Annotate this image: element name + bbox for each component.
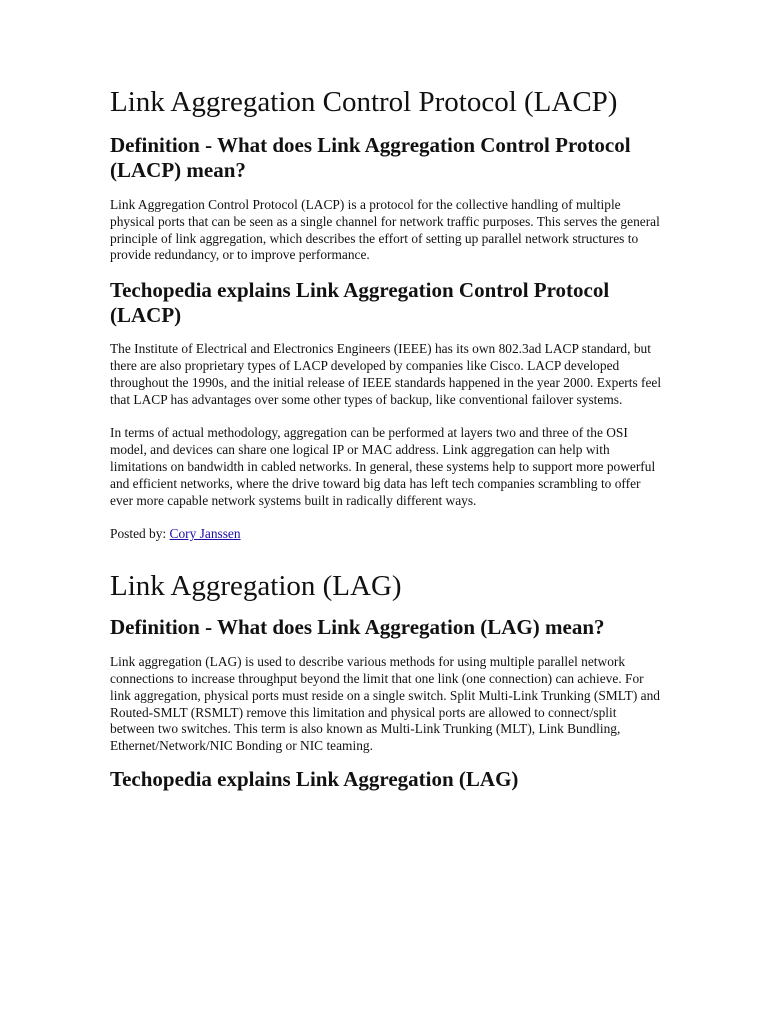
explains-heading: Techopedia explains Link Aggregation Control Protocol (LACP): [110, 278, 610, 328]
explains-paragraph: In terms of actual methodology, aggregation can be performed at layers two and three of the OSI model, and devices can share one logical IP or MAC address. Link aggregation can help with limitations on bandwidth in cabled networks. In general, these systems help to support more powerful and efficient networks, where the drive toward big data has left tech companies scrambling to offer ever more capable network systems built in radically different ways.: [110, 425, 656, 508]
posted-by-line: [110, 526, 662, 543]
article-title: Link Aggregation (LAG): [110, 570, 402, 603]
definition-paragraph: Link aggregation (LAG) is used to describe various methods for using multiple parallel network connections to increase throughput beyond the limit that one link (one connection) can achieve. For link aggregation, physical ports must reside on a single switch. Split Multi-Link Trunking (SMLT) and Routed-SMLT (RSMLT) remove this limitation and physical ports are allowed to connect/split between two switches. This term is also known as Multi-Link Trunking (MLT), Link Bundling, Ethernet/Network/NIC Bonding or NIC teaming.: [110, 654, 660, 754]
author-link[interactable]: Cory Janssen: [169, 526, 241, 542]
definition-heading: Definition - What does Link Aggregation Control Protocol (LACP) mean?: [110, 133, 631, 182]
posted-by-label: Posted by:: [110, 526, 167, 542]
document-page: [110, 86, 662, 792]
definition-paragraph: Link Aggregation Control Protocol (LACP) is a protocol for the collective handling of multiple physical ports that can be seen as a single channel for network traffic purposes. This serves the general principle of link aggregation, which describes the effort of setting up parallel network structures to provide redundancy, or to improve performance.: [110, 197, 660, 263]
explains-heading: Techopedia explains Link Aggregation (LAG): [110, 766, 519, 791]
definition-heading: Definition - What does Link Aggregation (LAG) mean?: [110, 615, 605, 640]
article-lag: [110, 570, 662, 792]
article-title: Link Aggregation Control Protocol (LACP): [110, 86, 618, 118]
explains-paragraph: The Institute of Electrical and Electronics Engineers (IEEE) has its own 802.3ad LACP standard, but there are also proprietary types of LACP developed by companies like Cisco. LACP developed throughout the 1990s, and the initial release of IEEE standards happened in the year 2000. Experts feel that LACP has advantages over some other types of backup, like conventional failover systems.: [110, 341, 662, 407]
article-lacp: [110, 86, 662, 543]
